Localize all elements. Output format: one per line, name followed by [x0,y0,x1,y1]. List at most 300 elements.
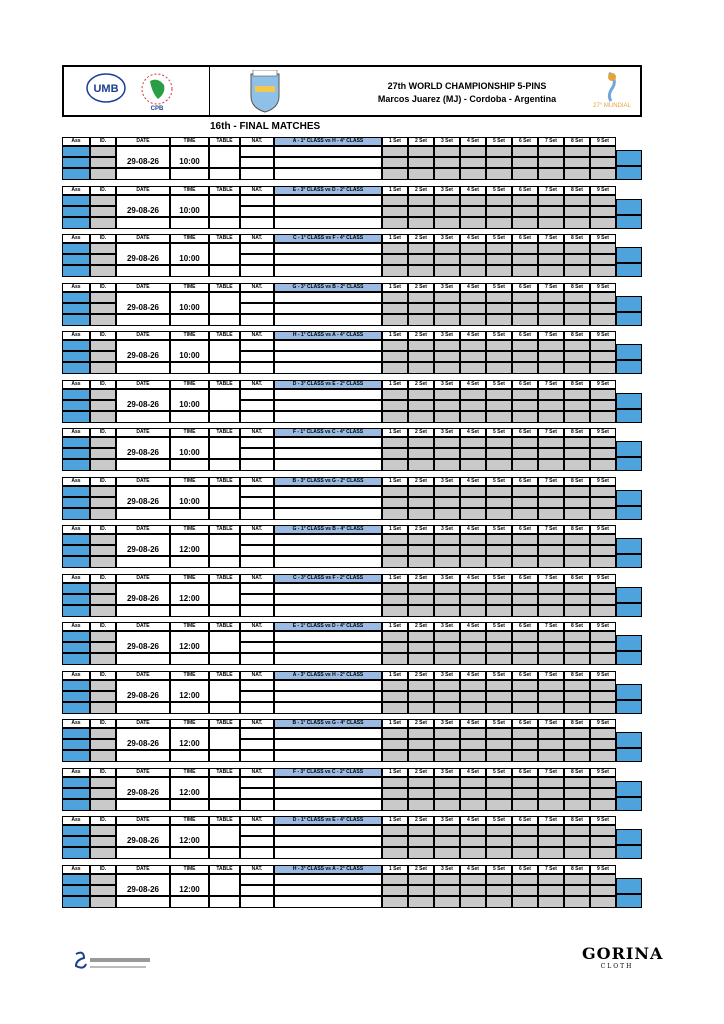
ass-cell-home[interactable] [62,389,90,400]
set-score-cell-away[interactable] [434,206,460,217]
set-score-cell-home[interactable] [538,486,564,497]
id-cell-away[interactable] [90,836,116,847]
set-score-cell-home[interactable] [460,146,486,157]
set-score-cell-home[interactable] [590,389,616,400]
nat-cell-away[interactable] [240,545,274,556]
set-score-cell-away[interactable] [382,691,408,702]
total-cell-home[interactable] [616,781,642,797]
ass-cell-away[interactable] [62,642,90,653]
total-cell-away[interactable] [616,748,642,762]
set-score-cell-away[interactable] [460,836,486,847]
set-score-cell-away[interactable] [486,254,512,265]
set-score-cell-away[interactable] [408,642,434,653]
ass-cell-home[interactable] [62,437,90,448]
set-score-cell-away[interactable] [512,885,538,896]
set-score-cell-home[interactable] [564,340,590,351]
set-score-cell-home[interactable] [434,777,460,788]
set-score-cell-away[interactable] [408,254,434,265]
ass-cell-away[interactable] [62,157,90,168]
set-score-cell-away[interactable] [382,739,408,750]
table-cell[interactable] [209,825,240,847]
set-score-cell-home[interactable] [460,243,486,254]
id-cell-home[interactable] [90,389,116,400]
player-cell-home[interactable] [274,680,382,691]
nat-cell-home[interactable] [240,389,274,400]
nat-cell-home[interactable] [240,146,274,157]
table-cell[interactable] [209,728,240,750]
table-cell[interactable] [209,631,240,653]
ass-cell-home[interactable] [62,874,90,885]
set-score-cell-home[interactable] [434,583,460,594]
set-score-cell-away[interactable] [486,157,512,168]
nat-cell-away[interactable] [240,885,274,896]
set-score-cell-away[interactable] [486,691,512,702]
total-cell-away[interactable] [616,166,642,180]
set-score-cell-away[interactable] [434,739,460,750]
set-score-cell-away[interactable] [590,448,616,459]
set-score-cell-away[interactable] [460,448,486,459]
set-score-cell-home[interactable] [538,243,564,254]
ass-cell-away[interactable] [62,885,90,896]
total-cell-home[interactable] [616,344,642,360]
set-score-cell-home[interactable] [460,631,486,642]
table-cell[interactable] [209,437,240,459]
player-cell-away[interactable] [274,400,382,411]
id-cell-away[interactable] [90,206,116,217]
ass-cell-away[interactable] [62,400,90,411]
total-cell-away[interactable] [616,554,642,568]
set-score-cell-home[interactable] [590,680,616,691]
ass-cell-away[interactable] [62,448,90,459]
set-score-cell-away[interactable] [538,303,564,314]
set-score-cell-away[interactable] [460,739,486,750]
set-score-cell-away[interactable] [512,691,538,702]
id-cell-home[interactable] [90,631,116,642]
id-cell-home[interactable] [90,728,116,739]
set-score-cell-away[interactable] [512,739,538,750]
player-cell-away[interactable] [274,642,382,653]
set-score-cell-away[interactable] [512,400,538,411]
set-score-cell-home[interactable] [486,631,512,642]
player-cell-home[interactable] [274,146,382,157]
set-score-cell-away[interactable] [408,594,434,605]
table-cell[interactable] [209,534,240,556]
set-score-cell-away[interactable] [564,885,590,896]
set-score-cell-away[interactable] [512,594,538,605]
player-cell-home[interactable] [274,825,382,836]
set-score-cell-home[interactable] [460,825,486,836]
set-score-cell-away[interactable] [564,545,590,556]
ass-cell-away[interactable] [62,303,90,314]
player-cell-home[interactable] [274,728,382,739]
nat-cell-home[interactable] [240,292,274,303]
total-cell-away[interactable] [616,700,642,714]
id-cell-away[interactable] [90,691,116,702]
set-score-cell-home[interactable] [434,680,460,691]
table-cell[interactable] [209,583,240,605]
set-score-cell-away[interactable] [408,303,434,314]
set-score-cell-away[interactable] [564,351,590,362]
set-score-cell-away[interactable] [538,254,564,265]
set-score-cell-home[interactable] [460,534,486,545]
table-cell[interactable] [209,292,240,314]
set-score-cell-away[interactable] [564,448,590,459]
set-score-cell-home[interactable] [538,631,564,642]
set-score-cell-away[interactable] [408,206,434,217]
set-score-cell-away[interactable] [382,594,408,605]
ass-cell-away[interactable] [62,739,90,750]
set-score-cell-home[interactable] [538,389,564,400]
set-score-cell-away[interactable] [486,836,512,847]
id-cell-home[interactable] [90,146,116,157]
set-score-cell-away[interactable] [564,254,590,265]
set-score-cell-away[interactable] [408,157,434,168]
total-cell-home[interactable] [616,684,642,700]
set-score-cell-away[interactable] [486,448,512,459]
set-score-cell-home[interactable] [512,437,538,448]
set-score-cell-home[interactable] [590,292,616,303]
set-score-cell-home[interactable] [460,389,486,400]
set-score-cell-away[interactable] [512,836,538,847]
set-score-cell-away[interactable] [460,788,486,799]
id-cell-away[interactable] [90,400,116,411]
id-cell-home[interactable] [90,777,116,788]
set-score-cell-home[interactable] [382,146,408,157]
ass-cell-away[interactable] [62,351,90,362]
player-cell-home[interactable] [274,340,382,351]
ass-cell-away[interactable] [62,788,90,799]
set-score-cell-away[interactable] [434,157,460,168]
set-score-cell-home[interactable] [512,486,538,497]
set-score-cell-home[interactable] [408,437,434,448]
set-score-cell-away[interactable] [538,351,564,362]
set-score-cell-away[interactable] [408,351,434,362]
total-cell-home[interactable] [616,199,642,215]
set-score-cell-away[interactable] [538,788,564,799]
set-score-cell-home[interactable] [434,534,460,545]
set-score-cell-home[interactable] [512,825,538,836]
set-score-cell-home[interactable] [590,534,616,545]
set-score-cell-home[interactable] [512,631,538,642]
set-score-cell-away[interactable] [564,836,590,847]
set-score-cell-away[interactable] [590,691,616,702]
set-score-cell-home[interactable] [408,389,434,400]
total-cell-away[interactable] [616,651,642,665]
id-cell-home[interactable] [90,680,116,691]
set-score-cell-away[interactable] [590,400,616,411]
set-score-cell-away[interactable] [564,206,590,217]
total-cell-away[interactable] [616,215,642,229]
set-score-cell-away[interactable] [486,351,512,362]
set-score-cell-home[interactable] [512,777,538,788]
id-cell-away[interactable] [90,594,116,605]
set-score-cell-away[interactable] [408,691,434,702]
set-score-cell-away[interactable] [538,448,564,459]
set-score-cell-home[interactable] [564,146,590,157]
player-cell-away[interactable] [274,594,382,605]
set-score-cell-away[interactable] [564,691,590,702]
set-score-cell-away[interactable] [486,545,512,556]
set-score-cell-home[interactable] [460,437,486,448]
set-score-cell-home[interactable] [434,292,460,303]
ass-cell-home[interactable] [62,195,90,206]
ass-cell-home[interactable] [62,243,90,254]
set-score-cell-away[interactable] [538,206,564,217]
set-score-cell-home[interactable] [512,292,538,303]
set-score-cell-away[interactable] [408,885,434,896]
ass-cell-away[interactable] [62,594,90,605]
set-score-cell-away[interactable] [486,642,512,653]
set-score-cell-home[interactable] [486,195,512,206]
set-score-cell-home[interactable] [538,777,564,788]
set-score-cell-away[interactable] [590,739,616,750]
set-score-cell-away[interactable] [382,642,408,653]
set-score-cell-away[interactable] [538,885,564,896]
set-score-cell-home[interactable] [590,437,616,448]
set-score-cell-home[interactable] [434,631,460,642]
set-score-cell-away[interactable] [382,545,408,556]
id-cell-home[interactable] [90,340,116,351]
id-cell-home[interactable] [90,292,116,303]
set-score-cell-away[interactable] [512,206,538,217]
set-score-cell-home[interactable] [538,437,564,448]
set-score-cell-home[interactable] [590,728,616,739]
set-score-cell-home[interactable] [512,146,538,157]
set-score-cell-away[interactable] [408,448,434,459]
set-score-cell-home[interactable] [408,825,434,836]
set-score-cell-home[interactable] [564,728,590,739]
set-score-cell-home[interactable] [564,243,590,254]
ass-cell-home[interactable] [62,777,90,788]
set-score-cell-home[interactable] [538,874,564,885]
set-score-cell-away[interactable] [590,788,616,799]
total-cell-away[interactable] [616,506,642,520]
nat-cell-home[interactable] [240,340,274,351]
set-score-cell-home[interactable] [382,680,408,691]
player-cell-home[interactable] [274,437,382,448]
set-score-cell-home[interactable] [408,680,434,691]
total-cell-home[interactable] [616,829,642,845]
set-score-cell-away[interactable] [408,545,434,556]
set-score-cell-home[interactable] [486,292,512,303]
set-score-cell-home[interactable] [382,825,408,836]
set-score-cell-home[interactable] [408,874,434,885]
set-score-cell-home[interactable] [486,486,512,497]
set-score-cell-home[interactable] [434,825,460,836]
set-score-cell-away[interactable] [460,254,486,265]
set-score-cell-home[interactable] [486,340,512,351]
ass-cell-away[interactable] [62,206,90,217]
set-score-cell-home[interactable] [382,389,408,400]
set-score-cell-home[interactable] [434,195,460,206]
set-score-cell-home[interactable] [408,583,434,594]
set-score-cell-away[interactable] [408,739,434,750]
set-score-cell-home[interactable] [486,777,512,788]
set-score-cell-home[interactable] [408,777,434,788]
set-score-cell-home[interactable] [460,583,486,594]
set-score-cell-away[interactable] [564,739,590,750]
total-cell-away[interactable] [616,360,642,374]
total-cell-away[interactable] [616,603,642,617]
nat-cell-home[interactable] [240,534,274,545]
set-score-cell-away[interactable] [408,400,434,411]
set-score-cell-away[interactable] [590,157,616,168]
set-score-cell-home[interactable] [590,777,616,788]
set-score-cell-home[interactable] [434,146,460,157]
table-cell[interactable] [209,777,240,799]
set-score-cell-home[interactable] [538,825,564,836]
set-score-cell-away[interactable] [538,157,564,168]
set-score-cell-away[interactable] [382,836,408,847]
set-score-cell-home[interactable] [590,486,616,497]
table-cell[interactable] [209,340,240,362]
set-score-cell-home[interactable] [486,825,512,836]
set-score-cell-away[interactable] [564,303,590,314]
set-score-cell-home[interactable] [434,243,460,254]
total-cell-home[interactable] [616,150,642,166]
set-score-cell-home[interactable] [512,534,538,545]
set-score-cell-home[interactable] [590,825,616,836]
set-score-cell-home[interactable] [382,631,408,642]
set-score-cell-away[interactable] [538,836,564,847]
player-cell-home[interactable] [274,534,382,545]
nat-cell-away[interactable] [240,594,274,605]
id-cell-home[interactable] [90,486,116,497]
id-cell-away[interactable] [90,497,116,508]
set-score-cell-away[interactable] [512,788,538,799]
set-score-cell-away[interactable] [460,642,486,653]
set-score-cell-home[interactable] [564,292,590,303]
set-score-cell-away[interactable] [382,206,408,217]
set-score-cell-home[interactable] [434,728,460,739]
ass-cell-away[interactable] [62,545,90,556]
set-score-cell-away[interactable] [564,400,590,411]
set-score-cell-away[interactable] [460,545,486,556]
set-score-cell-home[interactable] [434,486,460,497]
set-score-cell-home[interactable] [512,340,538,351]
set-score-cell-away[interactable] [538,691,564,702]
set-score-cell-home[interactable] [538,292,564,303]
set-score-cell-away[interactable] [590,545,616,556]
id-cell-away[interactable] [90,157,116,168]
set-score-cell-away[interactable] [486,400,512,411]
set-score-cell-home[interactable] [382,340,408,351]
set-score-cell-home[interactable] [382,583,408,594]
table-cell[interactable] [209,680,240,702]
total-cell-home[interactable] [616,393,642,409]
set-score-cell-away[interactable] [590,351,616,362]
set-score-cell-home[interactable] [486,680,512,691]
set-score-cell-home[interactable] [382,292,408,303]
set-score-cell-home[interactable] [382,437,408,448]
set-score-cell-away[interactable] [590,206,616,217]
ass-cell-home[interactable] [62,340,90,351]
id-cell-away[interactable] [90,885,116,896]
nat-cell-away[interactable] [240,836,274,847]
total-cell-home[interactable] [616,635,642,651]
set-score-cell-home[interactable] [382,534,408,545]
set-score-cell-home[interactable] [434,874,460,885]
set-score-cell-away[interactable] [382,303,408,314]
set-score-cell-home[interactable] [486,389,512,400]
set-score-cell-home[interactable] [460,340,486,351]
set-score-cell-away[interactable] [512,303,538,314]
nat-cell-home[interactable] [240,631,274,642]
set-score-cell-home[interactable] [486,243,512,254]
set-score-cell-away[interactable] [434,642,460,653]
nat-cell-home[interactable] [240,437,274,448]
id-cell-home[interactable] [90,437,116,448]
set-score-cell-away[interactable] [512,157,538,168]
total-cell-away[interactable] [616,263,642,277]
set-score-cell-home[interactable] [460,292,486,303]
player-cell-away[interactable] [274,739,382,750]
set-score-cell-home[interactable] [512,195,538,206]
player-cell-home[interactable] [274,389,382,400]
set-score-cell-home[interactable] [590,874,616,885]
set-score-cell-away[interactable] [382,254,408,265]
set-score-cell-home[interactable] [564,874,590,885]
nat-cell-home[interactable] [240,874,274,885]
set-score-cell-away[interactable] [564,594,590,605]
set-score-cell-away[interactable] [434,254,460,265]
set-score-cell-away[interactable] [382,157,408,168]
total-cell-away[interactable] [616,409,642,423]
nat-cell-home[interactable] [240,728,274,739]
set-score-cell-away[interactable] [434,885,460,896]
total-cell-home[interactable] [616,296,642,312]
nat-cell-away[interactable] [240,157,274,168]
set-score-cell-home[interactable] [408,486,434,497]
set-score-cell-away[interactable] [460,303,486,314]
player-cell-home[interactable] [274,583,382,594]
player-cell-away[interactable] [274,545,382,556]
id-cell-away[interactable] [90,448,116,459]
set-score-cell-away[interactable] [460,206,486,217]
player-cell-away[interactable] [274,157,382,168]
ass-cell-home[interactable] [62,583,90,594]
set-score-cell-away[interactable] [512,448,538,459]
total-cell-away[interactable] [616,457,642,471]
set-score-cell-home[interactable] [486,437,512,448]
set-score-cell-away[interactable] [382,400,408,411]
set-score-cell-away[interactable] [434,448,460,459]
ass-cell-home[interactable] [62,146,90,157]
nat-cell-away[interactable] [240,691,274,702]
set-score-cell-home[interactable] [408,243,434,254]
nat-cell-away[interactable] [240,400,274,411]
set-score-cell-away[interactable] [590,594,616,605]
set-score-cell-home[interactable] [564,486,590,497]
nat-cell-home[interactable] [240,486,274,497]
set-score-cell-away[interactable] [382,788,408,799]
set-score-cell-home[interactable] [538,680,564,691]
id-cell-home[interactable] [90,534,116,545]
set-score-cell-home[interactable] [564,389,590,400]
ass-cell-home[interactable] [62,486,90,497]
set-score-cell-away[interactable] [486,206,512,217]
total-cell-home[interactable] [616,441,642,457]
set-score-cell-home[interactable] [590,583,616,594]
set-score-cell-away[interactable] [564,157,590,168]
set-score-cell-home[interactable] [460,728,486,739]
set-score-cell-home[interactable] [590,340,616,351]
nat-cell-away[interactable] [240,351,274,362]
set-score-cell-away[interactable] [590,303,616,314]
player-cell-away[interactable] [274,885,382,896]
player-cell-away[interactable] [274,351,382,362]
set-score-cell-home[interactable] [486,874,512,885]
